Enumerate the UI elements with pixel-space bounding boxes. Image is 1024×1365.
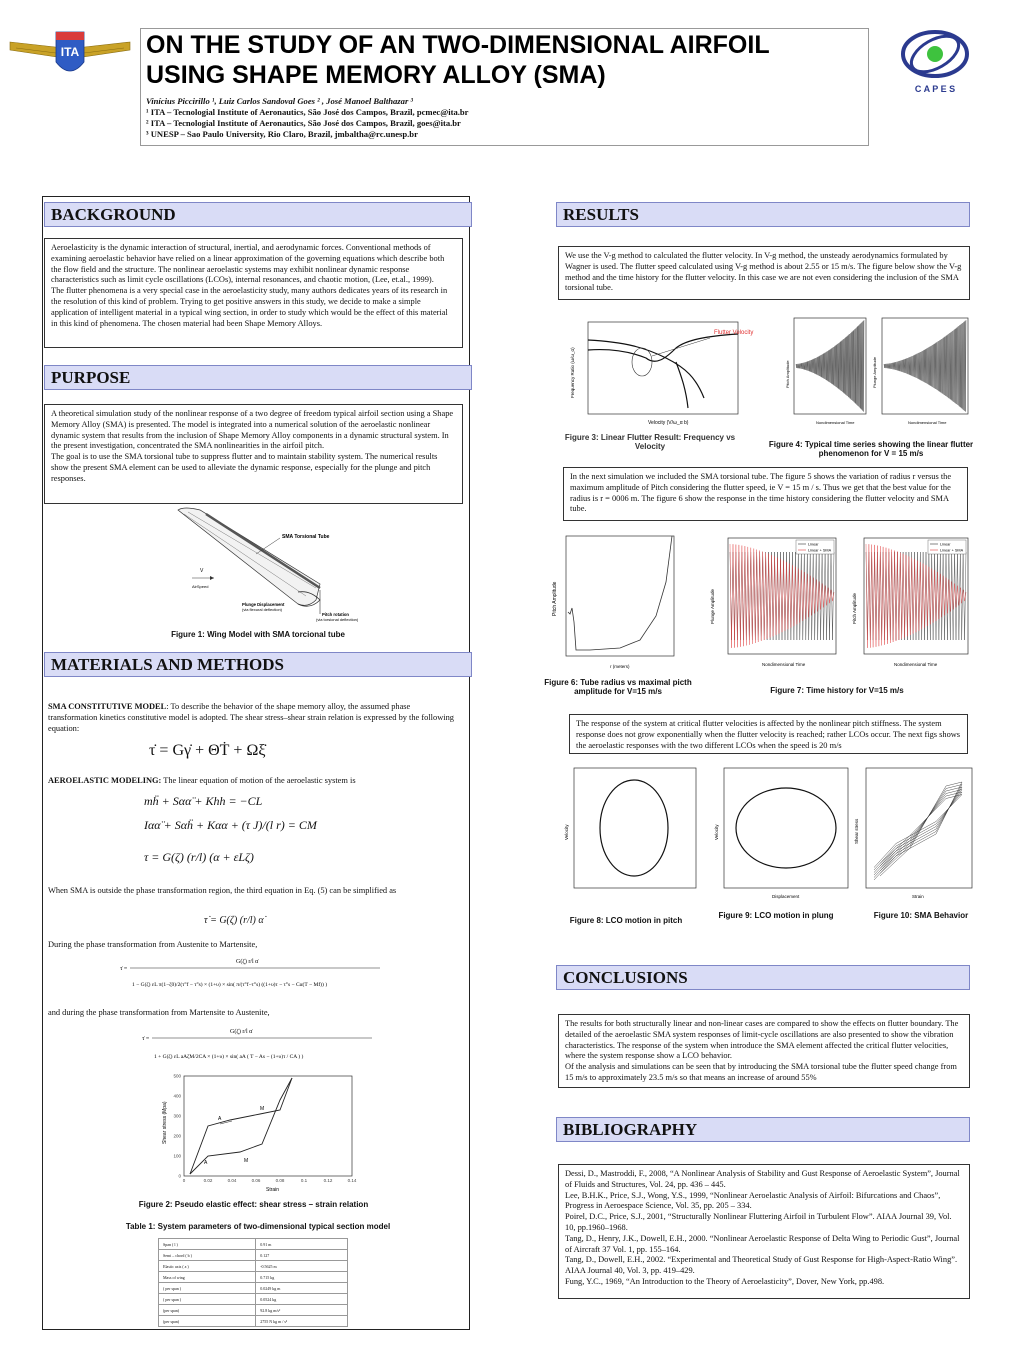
svg-text:Nondimensional Time: Nondimensional Time	[894, 662, 938, 667]
aero-model-text: The linear equation of motion of the aeroelastic system is	[161, 776, 356, 785]
results-heading: RESULTS	[556, 202, 970, 227]
conclusions-heading: CONCLUSIONS	[556, 965, 970, 990]
flutter-velocity-label: Flutter Velocity	[714, 330, 754, 336]
svg-text:Linear: Linear	[940, 542, 951, 547]
svg-text:A: A	[204, 1160, 208, 1166]
materials-box	[44, 702, 463, 1222]
aero-model-title: AEROELASTIC MODELING:	[48, 776, 162, 785]
table-row	[159, 1316, 348, 1327]
figure-9-plot	[712, 764, 852, 900]
table-row	[159, 1261, 348, 1272]
svg-text:Velocity: Velocity	[714, 824, 719, 840]
svg-text:Strain: Strain	[266, 1187, 280, 1193]
y-tick-label: 200	[173, 1133, 181, 1139]
reference-item: Tang, D., Henry, J.K., Dowell, E.H., 2000. “Nonlinear Aeroelastic Response of Delta Wing to Periodic Gust”, Journal of Aircraft 37 Vol. 1, pp. 155–164.	[565, 1233, 960, 1254]
svg-text:SMA Torsional Tube: SMA Torsional Tube	[282, 534, 330, 540]
affiliation-1: ¹ ITA – Tecnologial Institute of Aeronautics, São José dos Campos, Brazil, pcmec@ita.br	[146, 107, 469, 117]
purpose-heading: PURPOSE	[44, 365, 472, 390]
table-row	[159, 1250, 348, 1261]
figure-2-plot	[160, 1074, 360, 1194]
x-tick-label: 0.08	[275, 1178, 285, 1183]
parameter-name-cell: Elastic axis ( a )	[159, 1261, 256, 1272]
x-tick-label: 0.02	[203, 1178, 213, 1183]
svg-text:Frequency Ratio (ω/ω_α): Frequency Ratio (ω/ω_α)	[570, 347, 575, 398]
figure-3-plot	[566, 318, 754, 428]
svg-text:Pitch Amplitude: Pitch Amplitude	[552, 581, 558, 616]
sma-loop-line	[874, 795, 962, 868]
table-1-caption: Table 1: System parameters of two-dimensional typical section model	[125, 1222, 391, 1231]
svg-text:Displacement: Displacement	[772, 894, 800, 899]
parameters-table	[158, 1238, 348, 1327]
affiliation-3: ³ UNESP – Sao Paulo University, Rio Claro, Brazil, jmbaltha@rc.unesp.br	[146, 129, 418, 139]
svg-text:Shear stress: Shear stress	[854, 818, 859, 844]
svg-text:(via torsional deflection): (via torsional deflection)	[316, 617, 359, 622]
svg-text:Plunge Displacement: Plunge Displacement	[242, 602, 285, 607]
background-heading: BACKGROUND	[44, 202, 472, 227]
svg-text:Shear stress (Mpa): Shear stress (Mpa)	[162, 1101, 168, 1144]
parameter-name-cell: (per span)	[159, 1305, 256, 1316]
y-tick-label: 0	[178, 1173, 181, 1179]
svg-text:G(ζ) r/l α̇: G(ζ) r/l α̇	[230, 1029, 253, 1035]
svg-text:Velocity (V/ω_α b): Velocity (V/ω_α b)	[648, 420, 689, 426]
figure-7-caption: Figure 7: Time history for V=15 m/s	[770, 686, 904, 695]
purpose-text: A theoretical simulation study of the nonlinear response of a two degree of freedom typical airfoil section using a Shape Memory Alloy (SMA) is presented. The model is integrated into a numerical solution of the aeroelastic nonlinear dynamic system that results from the inclusion of Shape Memory Alloy components in a dynamic structural system. In the present investigation, concentrated the SMA nonlinearities in the airfoil pitch. The goal is to use the SMA torsional tube to suppress flutter and to maintain stability system. The numerical results show the present SMA element can be used to alleviate the dynamic response, especially for the plunge and pitch responses.	[44, 404, 463, 504]
figure-4-plot-plunge	[872, 316, 972, 428]
sma-loop-line	[874, 782, 962, 880]
parameter-value-cell: 0.91 m	[256, 1239, 348, 1250]
svg-text:G(ζ) r/l α̇: G(ζ) r/l α̇	[236, 959, 259, 965]
svg-text:Strain: Strain	[912, 894, 924, 899]
svg-text:(via flexural deflection): (via flexural deflection)	[242, 607, 283, 612]
x-tick-label: 0.1	[300, 1178, 308, 1183]
parameter-value-cell: 0.715 kg	[256, 1272, 348, 1283]
equation-5	[140, 1024, 380, 1074]
authors: Vinícius Piccirillo ¹, Luiz Carlos Sandoval Goes ² , José Manoel Balthazar ³	[146, 96, 414, 106]
bibliography-list	[558, 1164, 970, 1299]
affiliation-2: ² ITA – Tecnologial Institute of Aeronautics, São José dos Campos, Brazil, goes@ita.br	[146, 118, 461, 128]
equation-2a: mḧ + Sαα̈ + Khh = −CL	[144, 794, 263, 808]
parameter-value-cell: -0.5625 m	[256, 1261, 348, 1272]
sma-loop-line	[874, 785, 962, 878]
svg-text:τ̇ =: τ̇ =	[120, 966, 128, 972]
y-tick-label: 300	[173, 1113, 181, 1119]
results-text-3: The response of the system at critical flutter velocities is affected by the nonlinear pitch stiffness. The system response does not grow exponentially when the flutter velocity is reached; rather LCOs occur. The next figs shows the aeroelastic responses with the two different LCOs when the speed is 20 m/s	[569, 714, 968, 754]
figure-6-caption: Figure 6: Tube radius vs maximal picth amplitude for V=15 m/s	[544, 678, 692, 696]
parameter-value-cell: 92.8 kg m/s²	[256, 1305, 348, 1316]
table-row	[159, 1239, 348, 1250]
ita-logo	[6, 22, 134, 86]
parameter-name-cell: Span ( l )	[159, 1239, 256, 1250]
x-tick-label: 0	[182, 1178, 186, 1183]
equation-2b: Iαα̈ + Sαḧ + Kαα + (τ J)/(l r) = CM	[144, 818, 317, 832]
reference-item: Poirel, D.C., Price, S.J., 2001, “Structurally Nonlinear Fluttering Airfoil in Turbulent Flow”. AIAA Journal 39, Vol. 10, pp.1960–1968.	[565, 1212, 952, 1232]
y-tick-label: 100	[173, 1153, 181, 1159]
figure-4-plot-pitch	[786, 316, 868, 428]
x-tick-label: 0.04	[227, 1178, 237, 1183]
svg-text:Nondimensional Time: Nondimensional Time	[816, 420, 855, 425]
figure-6-plot	[550, 532, 680, 672]
svg-text:M: M	[244, 1158, 249, 1164]
figure-7-plot-plunge	[706, 534, 840, 670]
figure-9-caption: Figure 9: LCO motion in plung	[718, 911, 834, 920]
parameter-name-cell: Semi – chord ( b )	[159, 1250, 256, 1261]
svg-text:Linear + SMA: Linear + SMA	[808, 548, 832, 553]
figure-10-plot	[850, 764, 976, 900]
parameter-value-cell: 2755 N kg m / s²	[256, 1316, 348, 1327]
svg-text:Pitch Amplitude: Pitch Amplitude	[852, 592, 857, 624]
svg-text:1 + G(ζ) εL aAζM/2CA × (1+υ): 1 + G(ζ) εL aAζM/2CA × (1+υ) × sin( aA ( T − As − (1+υ)τ / CA ) )	[154, 1054, 304, 1060]
parameter-name-cell: ( per span )	[159, 1294, 256, 1305]
pitch-series-line	[796, 320, 864, 412]
svg-text:Velocity: Velocity	[564, 824, 569, 840]
poster-title: ON THE STUDY OF AN TWO-DIMENSIONAL AIRFOIL USING SHAPE MEMORY ALLOY (SMA)	[146, 31, 770, 89]
svg-text:V: V	[200, 568, 204, 574]
ita-logo-text: ITA	[60, 45, 80, 59]
sma-model-title: SMA CONSTITUTIVE MODEL	[48, 702, 167, 711]
figure-1-wing-model	[170, 504, 380, 624]
svg-text:Pitch rotation: Pitch rotation	[322, 612, 349, 617]
svg-text:Plunge Amplitude: Plunge Amplitude	[710, 588, 715, 624]
figure-7-plot-pitch	[848, 534, 972, 670]
figure-3-caption: Figure 3: Linear Flutter Result: Frequency vs Velocity	[564, 433, 736, 451]
x-tick-label: 0.14	[347, 1178, 357, 1183]
bibliography-heading: BIBLIOGRAPHY	[556, 1117, 970, 1142]
figure-2-caption: Figure 2: Pseudo elastic effect: shear stress – strain relation	[138, 1200, 369, 1209]
svg-text:Linear + SMA: Linear + SMA	[940, 548, 964, 553]
outside-text: When SMA is outside the phase transformation region, the third equation in Eq. (5) can be simplified as	[48, 886, 397, 895]
table-row	[159, 1272, 348, 1283]
svg-text:Nondimensional Time: Nondimensional Time	[762, 662, 806, 667]
equation-4	[118, 954, 388, 1000]
figure-1-caption: Figure 1: Wing Model with SMA torcional tube	[171, 630, 345, 639]
svg-text:M: M	[260, 1106, 265, 1112]
reference-item: Lee, B.H.K., Price, S.J., Wong, Y.S., 1999, “Nonlinear Aeroelastic Analysis of Airfoil: Bifurcations and Chaos”, Progress in Aeroespace Science, Vol. 35, pp. 205 – 334.	[565, 1190, 941, 1211]
equation-1: τ̇ = Gγ̇ + ΘṪ + Ωξ̇	[149, 742, 266, 759]
y-tick-label: 400	[173, 1093, 181, 1099]
equation-2c: τ = G(ζ) (r/l) (α + εLζ)	[144, 850, 254, 864]
reference-item: Fung, Y.C., 1969, “An Introduction to the Theory of Aeroelasticity”, Dover, New York, pp.498.	[565, 1276, 885, 1286]
equation-3: τ̇ = G(ζ) (r/l) α̇	[204, 915, 264, 926]
parameter-name-cell: Mass of wing	[159, 1272, 256, 1283]
capes-logo-text: C A P E S	[914, 84, 956, 94]
martensite-austenite-text: and during the phase transformation from Martensite to Austenite,	[48, 1008, 270, 1017]
table-row	[159, 1305, 348, 1316]
y-tick-label: 500	[173, 1073, 181, 1079]
svg-text:Pitch Amplitude: Pitch Amplitude	[785, 360, 790, 388]
x-tick-label: 0.12	[323, 1178, 333, 1183]
svg-text:1 − G(ζ) εL π(1−ζ0)/2(τ°f −: 1 − G(ζ) εL π(1−ζ0)/2(τ°f − τ°s) × (1+υ) × sin( π/(τ°f−τ°s) ((1+υ)τ − τ°s − Cα(T − Mf)) )	[132, 982, 328, 988]
sma-loop-line	[874, 790, 962, 873]
parameter-value-cell: 0.0249 kg m	[256, 1283, 348, 1294]
author-block	[146, 96, 862, 140]
svg-text:AirSpeed: AirSpeed	[192, 584, 209, 589]
x-tick-label: 0.06	[251, 1178, 261, 1183]
svg-text:Nondimensional Time: Nondimensional Time	[908, 420, 947, 425]
sma-model-text: : To describe the behavior of the shape memory alloy, the assumed phase transformation kinetics constitutive model is adopted. The shear stress–shear strain relation is expressed by the following equation:	[48, 702, 454, 733]
capes-logo	[895, 26, 975, 96]
svg-text:Linear: Linear	[808, 542, 819, 547]
reference-item: Dessi, D., Mastroddi, F., 2008, “A Nonlinear Analysis of Stability and Gust Response of Aeroelastic System”, Journal of Fluids and Structures, Vol. 24, pp. 436 – 445.	[565, 1169, 960, 1189]
svg-text:r (meters): r (meters)	[610, 664, 630, 669]
svg-text:τ̇ =: τ̇ =	[142, 1036, 150, 1042]
parameter-name-cell: (per span)	[159, 1316, 256, 1327]
svg-text:A: A	[218, 1116, 222, 1122]
parameter-value-cell: 0.127	[256, 1250, 348, 1261]
results-text-2: In the next simulation we included the SMA torsional tube. The figure 5 shows the variation of radius r versus the maximum amplitude of Pitch considering the flutter speed, ie V = 15 m / s. Thus we get that the best value for the radius is r = 0006 m. The figure 6 show the response in the time history considering the flutter velocity and SMA tube.	[563, 467, 968, 521]
parameter-name-cell: ( per span )	[159, 1283, 256, 1294]
conclusions-text: The results for both structurally linear and non-linear cases are compared to show the effects on flutter boundary. The detailed of the aeroelastic SMA system responses of limit-cycle oscillations are also presented to show the vibration characteristics. The response of the system when introduce the SMA element affected the critical flutter velocities, where the system response show a LCO behavior. Of the analysis and simulations can be seen that by introducing the SMA torsional tube the flutter speed change from 15 m/s to approximately 23.5 m/s so that means an increase of around 55%	[558, 1014, 970, 1088]
figure-8-plot	[562, 764, 700, 900]
table-row	[159, 1294, 348, 1305]
figure-4-caption: Figure 4: Typical time series showing the linear flutter phenomenon for V = 15 m/s	[768, 440, 974, 458]
plunge-series-line	[884, 320, 966, 412]
reference-item: Tang, D., Dowell, E.H., 2002. “Experimental and Theoretical Study of Gust Response for High-Aspect-Ratio Wing”. AIAA Journal 40, Vol. 3, pp. 419–429.	[565, 1255, 958, 1276]
austenite-martensite-text: During the phase transformation from Austenite to Martensite,	[48, 940, 258, 949]
background-text: Aeroelasticity is the dynamic interaction of structural, inertial, and aerodynamic forces. Conventional methods of examining aeroelastic behavior have relied on a linear approximation of the governing equations which describe both the flow field and the structure. The nonlinear aeroelastic systems may exhibit nonlinear dynamic response characteristics such as limit cycle oscillations (LCOs), internal resonances, and chaotic motion, (Lee, et.al., 1999). The flutter phenomena is a very special case in the aeroelasticity study, many authors dedicates years of its research in the resolution of this kind of problem. Trying to get positive answers in this study, we decide to make a simple application of intelligent material in a typical wing section, in order to study which would be the effect of this material in this kind of phenomena. The chosen material had been Shape Memory Alloys.	[44, 238, 463, 348]
results-text-1: We use the V-g method to calculated the flutter velocity. In V-g method, the unsteady aerodynamics formulated by Wagner is used. The flutter speed calculated using V-g method is about 2.55 or 15 m/s. The figure below show the V-g method and the time history for the flutter velocity. In this case we are not even considering the inclusion of the SMA torsional tube.	[558, 246, 970, 300]
table-row	[159, 1283, 348, 1294]
figure-10-caption: Figure 10: SMA Behavior	[873, 911, 969, 920]
parameter-value-cell: 0.0524 kg	[256, 1294, 348, 1305]
svg-text:Plunge Amplitude: Plunge Amplitude	[872, 356, 877, 388]
figure-8-caption: Figure 8: LCO motion in pitch	[569, 916, 683, 925]
materials-heading: MATERIALS AND METHODS	[44, 652, 472, 677]
